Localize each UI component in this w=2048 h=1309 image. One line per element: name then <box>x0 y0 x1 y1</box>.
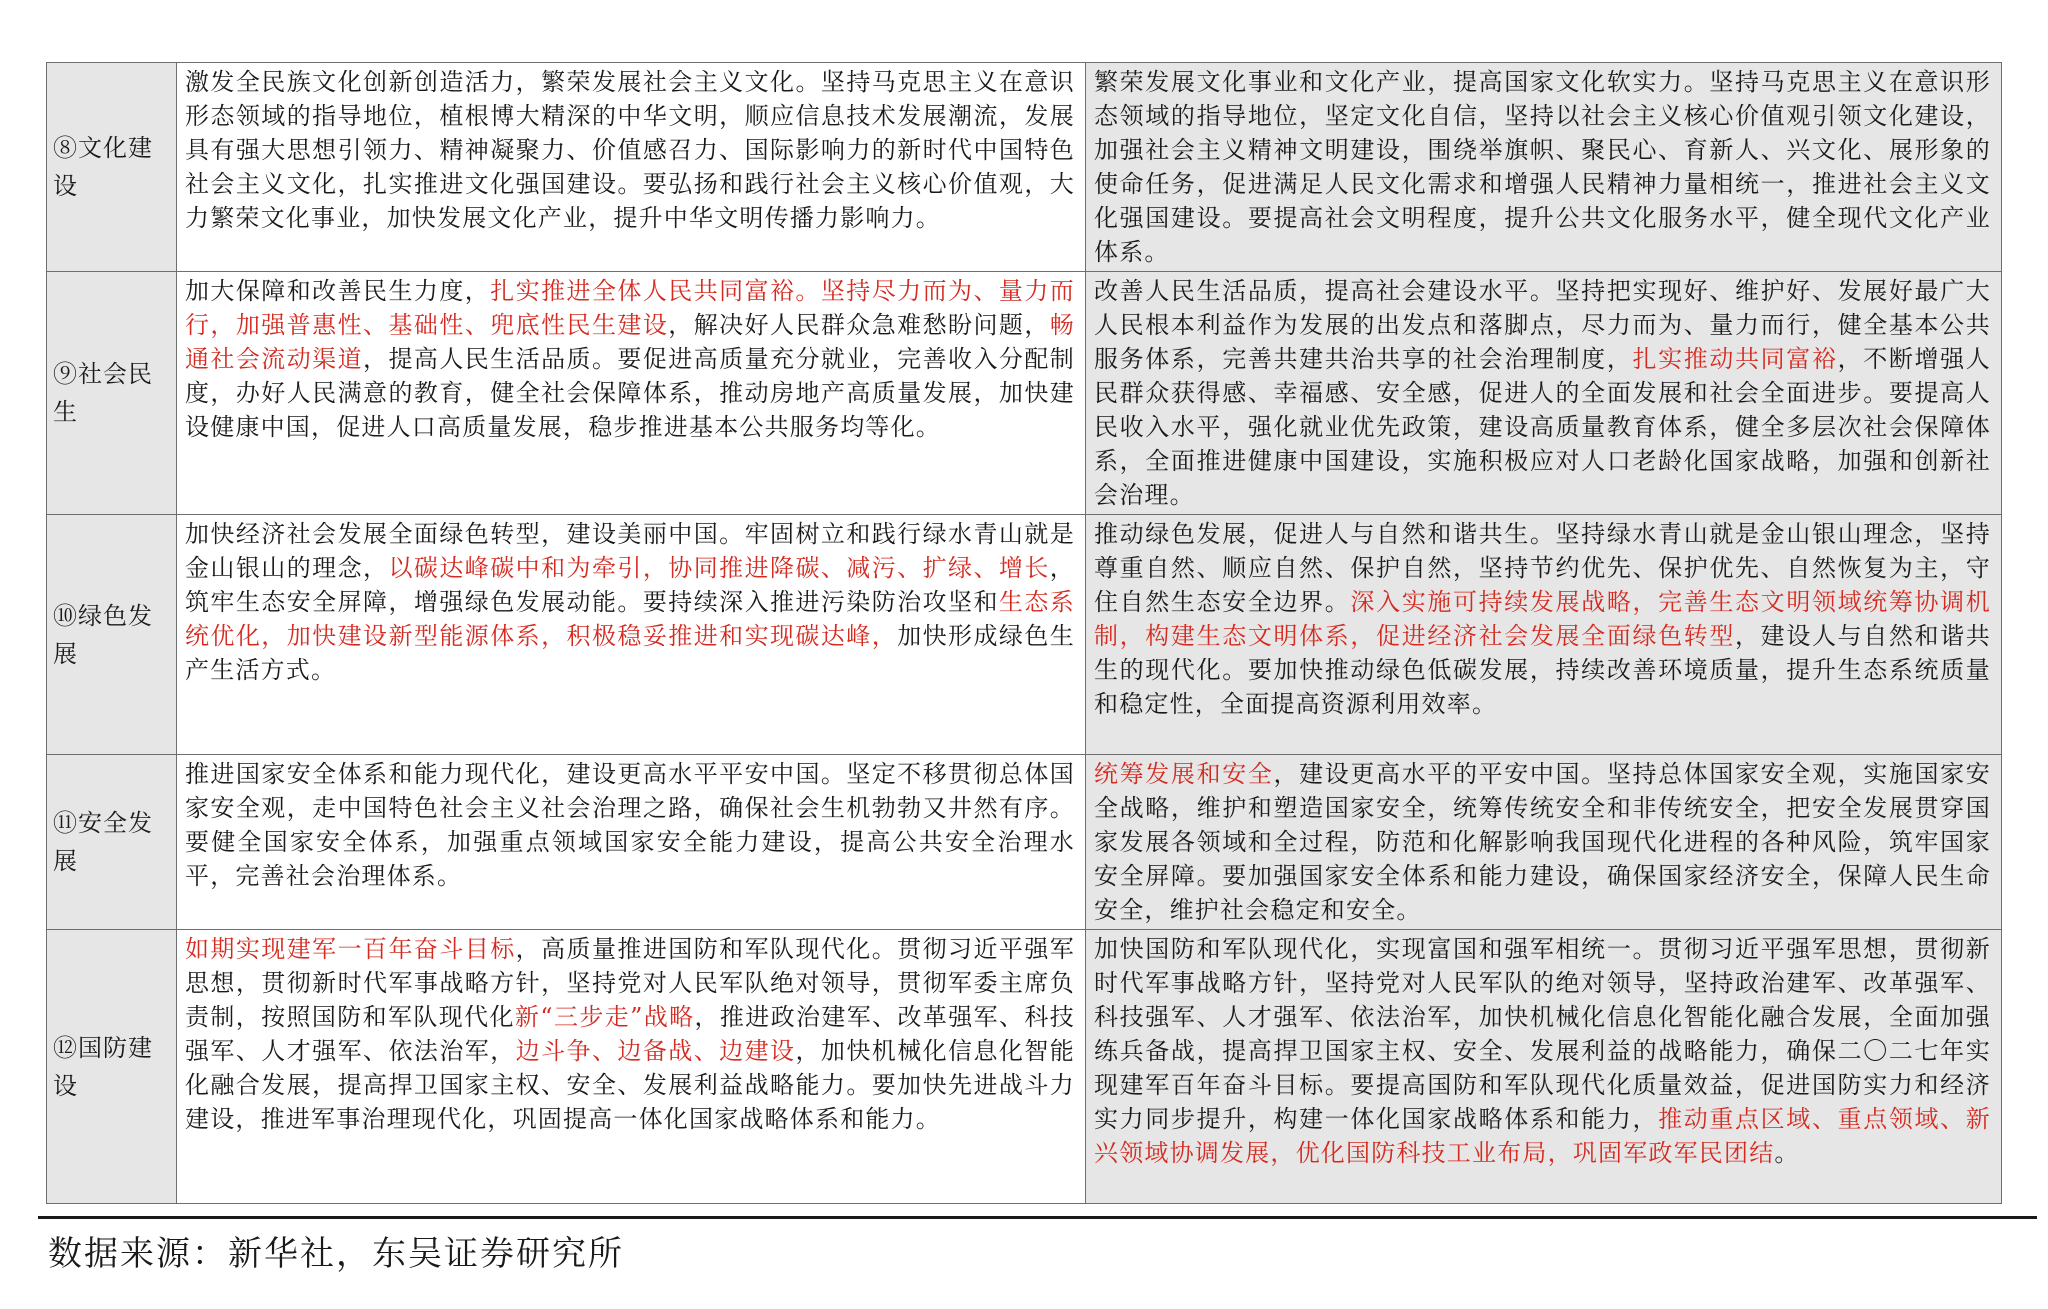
category-label: ⑧文化建设 <box>53 134 153 200</box>
body-text: 加快经济社会发展全面绿色转型，建设美丽中国。牢固树立和践行绿水青山就是金山银山的理念， <box>185 520 1075 582</box>
table-row <box>47 755 2002 930</box>
highlighted-text: 新“三步走”战略 <box>514 1003 695 1031</box>
body-text: 改善人民生活品质，提高社会建设水平。坚持把实现好、维护好、发展好最广大人民根本利益作为发展的出发点和落脚点，尽力而为、量力而行，健全基本公共服务体系，完善共建共治共享的社会治理制度， <box>1094 277 1991 373</box>
right-text <box>1086 515 2001 723</box>
category-label: ⑪安全发展 <box>53 809 153 875</box>
highlighted-text: 畅通社会流动渠道 <box>185 311 1075 373</box>
category-cell <box>47 930 177 1204</box>
highlighted-text: 推动重点区域、重点领域、新兴领域协调发展，优化国防科技工业布局，巩固军政军民团结 <box>1094 1105 1991 1167</box>
body-text: 。 <box>1774 1139 1800 1167</box>
body-text: ，高质量推进国防和军队现代化。贯彻习近平强军思想，贯彻新时代军事战略方针，坚持党对人民军队绝对领导，贯彻军委主席负责制，按照国防和军队现代化 <box>185 935 1075 1031</box>
highlighted-text: 边斗争、边备战、边建设 <box>515 1037 796 1065</box>
table-row <box>47 272 2002 515</box>
left-text-cell <box>177 272 1086 515</box>
category-cell <box>47 515 177 755</box>
highlighted-text: 扎实推进全体人民共同富裕。坚持尽力而为、量力而行，加强普惠性、基础性、兜底性民生建设 <box>185 277 1075 339</box>
left-text <box>177 755 1085 895</box>
highlighted-text: 深入实施可持续发展战略，完善生态文明领域统筹协调机制，构建生态文明体系，促进经济社会发展全面绿色转型 <box>1094 588 1992 650</box>
table-row <box>47 515 2002 755</box>
highlighted-text: 生态系统优化，加快建设新型能源体系，积极稳妥推进和实现碳达峰， <box>185 588 1075 650</box>
table-row <box>47 63 2002 272</box>
right-text-cell <box>1086 930 2002 1204</box>
right-text-cell <box>1086 755 2002 930</box>
body-text: ，推进政治建军、改革强军、科技强军、人才强军、依法治军， <box>185 1003 1075 1065</box>
highlighted-text: 以碳达峰碳中和为牵引，协同推进降碳、减污、扩绿、增长 <box>388 554 1050 582</box>
body-text: ，加快机械化信息化智能化融合发展，提高捍卫国家主权、安全、发展利益战略能力。要加快先进战斗力建设，推进军事治理现代化，巩固提高一体化国家战略体系和能力。 <box>185 1037 1076 1133</box>
category-cell <box>47 272 177 515</box>
right-text-cell <box>1086 272 2002 515</box>
left-text <box>177 515 1085 689</box>
body-text: 加快形成绿色生产生活方式。 <box>185 622 1075 684</box>
left-text-cell <box>177 755 1086 930</box>
category-label: ⑨社会民生 <box>53 360 153 426</box>
body-text: 繁荣发展文化事业和文化产业，提高国家文化软实力。坚持马克思主义在意识形态领域的指导地位，坚定文化自信，坚持以社会主义核心价值观引领文化建设，加强社会主义精神文明建设，围绕举旗帜、聚民心、育新人、兴文化、展形象的使命任务，促进满足人民文化需求和增强人民精神力量相统一，推进社会主义文化强国建设。要提高社会文明程度，提升公共文化服务水平，健全现代文化产业体系。 <box>1094 68 1991 266</box>
data-source-note: 数据来源：新华社，东吴证券研究所 <box>48 1234 624 1274</box>
left-text-cell <box>177 515 1086 755</box>
highlighted-text: 如期实现建军一百年奋斗目标 <box>185 935 516 963</box>
left-text <box>177 930 1085 1138</box>
category-label: ⑫国防建设 <box>53 1033 153 1100</box>
body-text: ，筑牢生态安全屏障，增强绿色发展动能。要持续深入推进污染防治攻坚和 <box>185 554 1075 616</box>
left-text-cell <box>177 930 1086 1204</box>
right-text-cell <box>1086 515 2002 755</box>
footer-divider <box>38 1216 2037 1219</box>
body-text: 激发全民族文化创新创造活力，繁荣发展社会主义文化。坚持马克思主义在意识形态领域的指导地位，植根博大精深的中华文明，顺应信息技术发展潮流，发展具有强大思想引领力、精神凝聚力、价值感召力、国际影响力的新时代中国特色社会主义文化，扎实推进文化强国建设。要弘扬和践行社会主义核心价值观，大力繁荣文化事业，加快发展文化产业，提升中华文明传播力影响力。 <box>185 68 1075 232</box>
body-text: ，建设更高水平的平安中国。坚持总体国家安全观，实施国家安全战略，维护和塑造国家安全，统筹传统安全和非传统安全，把安全发展贯穿国家发展各领域和全过程，防范和化解影响我国现代化进程的各种风险，筑牢国家安全屏障。要加强国家安全体系和能力建设，确保国家经济安全，保障人民生命安全，维护社会稳定和安全。 <box>1094 760 1991 924</box>
right-text <box>1086 272 2001 514</box>
body-text: 推动绿色发展，促进人与自然和谐共生。坚持绿水青山就是金山银山理念，坚持尊重自然、顺应自然、保护自然，坚持节约优先、保护优先、自然恢复为主，守住自然生态安全边界。 <box>1094 520 1991 616</box>
left-text <box>177 63 1085 237</box>
highlighted-text: 统筹发展和安全 <box>1094 760 1274 788</box>
comparison-table <box>46 62 2002 1204</box>
category-cell <box>47 63 177 272</box>
right-text <box>1086 755 2001 929</box>
left-text <box>177 272 1085 446</box>
category-label: ⑩绿色发展 <box>53 601 153 668</box>
table-row <box>47 930 2002 1204</box>
body-text: ，建设人与自然和谐共生的现代化。要加快推动绿色低碳发展，持续改善环境质量，提升生态系统质量和稳定性，全面提高资源利用效率。 <box>1094 622 1992 718</box>
body-text: ，解决好人民群众急难愁盼问题， <box>668 311 1050 339</box>
body-text: 加快国防和军队现代化，实现富国和强军相统一。贯彻习近平强军思想，贯彻新时代军事战略方针，坚持党对人民军队的绝对领导，坚持政治建军、改革强军、科技强军、人才强军、依法治军，加快机械化信息化智能化融合发展，全面加强练兵备战，提高捍卫国家主权、安全、发展利益的战略能力，确保二〇二七年实现建军百年奋斗目标。要提高国防和军队现代化质量效益，促进国防实力和经济实力同步提升，构建一体化国家战略体系和能力， <box>1094 935 1991 1133</box>
right-text-cell <box>1086 63 2002 272</box>
right-text <box>1086 63 2001 271</box>
body-text: 加大保障和改善民生力度， <box>185 277 491 305</box>
left-text-cell <box>177 63 1086 272</box>
body-text: 推进国家安全体系和能力现代化，建设更高水平平安中国。坚定不移贯彻总体国家安全观，走中国特色社会主义社会治理之路，确保社会生机勃勃又井然有序。要健全国家安全体系，加强重点领域国家安全能力建设，提高公共安全治理水平，完善社会治理体系。 <box>185 760 1075 890</box>
highlighted-text: 扎实推动共同富裕 <box>1632 345 1838 373</box>
category-cell <box>47 755 177 930</box>
right-text <box>1086 930 2001 1172</box>
body-text: ，不断增强人民群众获得感、幸福感、安全感，促进人的全面发展和社会全面进步。要提高人民收入水平，强化就业优先政策，建设高质量教育体系，健全多层次社会保障体系，全面推进健康中国建设，实施积极应对人口老龄化国家战略，加强和创新社会治理。 <box>1094 345 1991 509</box>
body-text: ，提高人民生活品质。要促进高质量充分就业，完善收入分配制度，办好人民满意的教育，健全社会保障体系，推动房地产高质量发展，加快建设健康中国，促进人口高质量发展，稳步推进基本公共服务均等化。 <box>185 345 1075 441</box>
